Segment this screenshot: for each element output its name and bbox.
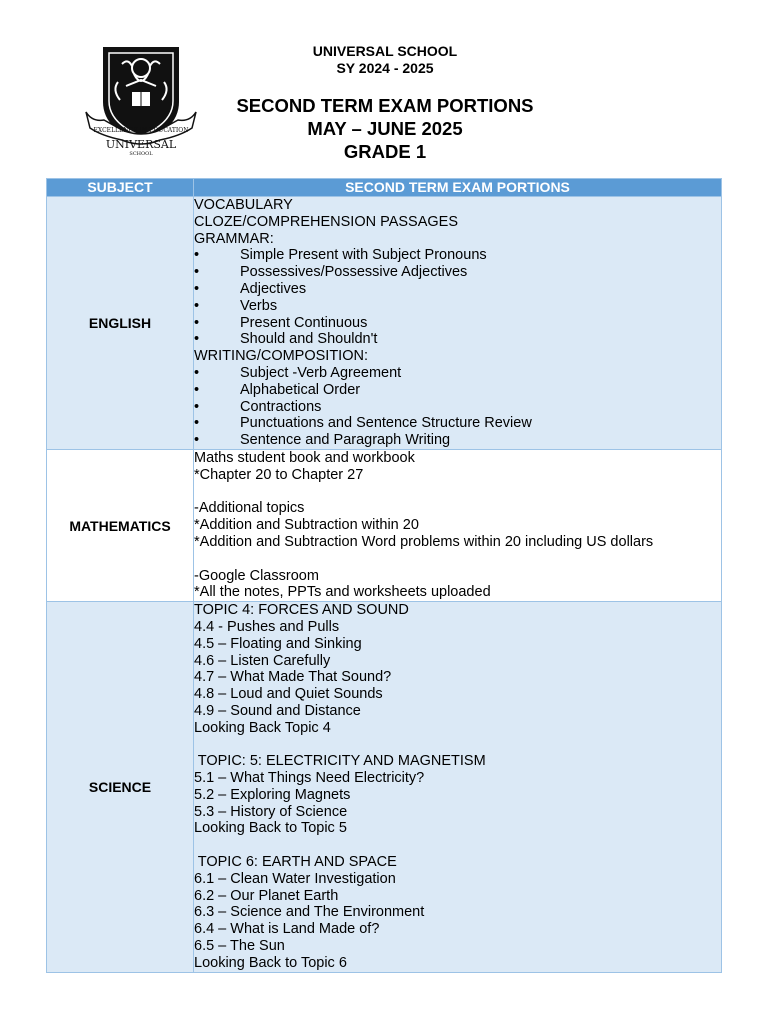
bullet-icon: •	[194, 297, 200, 314]
portion-line: -Additional topics	[194, 500, 305, 517]
portion-line: 4.8 – Loud and Quiet Sounds	[194, 686, 383, 703]
bullet-text: Sentence and Paragraph Writing	[240, 432, 451, 449]
subject-cell: ENGLISH	[47, 197, 194, 450]
table-header-row	[47, 179, 722, 197]
bullet-icon: •	[194, 264, 200, 281]
school-year: SY 2024 - 2025	[336, 60, 434, 76]
bullet-icon: •	[194, 247, 200, 264]
bullet-item	[194, 432, 721, 449]
portion-line: 6.2 – Our Planet Earth	[194, 887, 339, 904]
portion-line: VOCABULARY	[194, 197, 293, 213]
portion-line: WRITING/COMPOSITION:	[194, 348, 368, 365]
portion-line	[194, 737, 721, 754]
column-header-subject: SUBJECT	[47, 179, 194, 197]
logo-sub: SCHOOL	[129, 151, 153, 156]
bullet-icon: •	[194, 364, 200, 381]
portion-line: Looking Back to Topic 5	[194, 820, 347, 837]
bullet-item	[194, 331, 721, 348]
bullet-item	[194, 264, 721, 281]
portion-line: 6.4 – What is Land Made of?	[194, 921, 380, 938]
portion-line: Maths student book and workbook	[194, 449, 415, 466]
bullet-text: Punctuations and Sentence Structure Review	[240, 415, 532, 432]
portion-line: TOPIC: 5: ELECTRICITY AND MAGNETISM	[194, 753, 486, 770]
portion-line: 4.6 – Listen Carefully	[194, 652, 331, 669]
portion-line: 6.3 – Science and The Environment	[194, 904, 425, 921]
exam-portions-table	[46, 178, 722, 973]
bullet-icon: •	[194, 280, 200, 297]
portion-line	[194, 484, 721, 501]
portion-line	[194, 551, 721, 568]
portion-line: 5.3 – History of Science	[194, 803, 348, 820]
portion-line: 4.7 – What Made That Sound?	[194, 669, 392, 686]
portion-line: 5.1 – What Things Need Electricity?	[194, 770, 425, 787]
portion-line: *Addition and Subtraction within 20	[194, 517, 419, 534]
bullet-item	[194, 281, 721, 298]
document-title	[200, 94, 570, 163]
portion-line: *Chapter 20 to Chapter 27	[194, 466, 364, 483]
school-logo	[82, 44, 200, 156]
table-row	[47, 449, 722, 601]
bullet-icon: •	[194, 432, 200, 449]
portion-line: 6.1 – Clean Water Investigation	[194, 870, 396, 887]
portion-line: GRAMMAR:	[194, 230, 274, 247]
bullet-item	[194, 298, 721, 315]
grade-label: GRADE 1	[343, 141, 427, 162]
bullet-text: Verbs	[240, 297, 278, 314]
subject-cell: SCIENCE	[47, 602, 194, 973]
bullet-text: Contractions	[240, 398, 322, 415]
bullet-item	[194, 399, 721, 416]
portion-line: 6.5 – The Sun	[194, 938, 285, 955]
exam-dates: MAY – JUNE 2025	[307, 118, 463, 139]
bullet-text: Should and Shouldn't	[240, 331, 378, 348]
portion-line: 5.2 – Exploring Magnets	[194, 786, 351, 803]
table-row	[47, 602, 722, 973]
logo-name: UNIVERSAL	[105, 138, 177, 151]
bullet-item	[194, 415, 721, 432]
bullet-text: Possessives/Possessive Adjectives	[240, 264, 468, 281]
portions-cell	[194, 197, 722, 450]
bullet-icon: •	[194, 415, 200, 432]
table-row	[47, 197, 722, 450]
portion-line: 4.9 – Sound and Distance	[194, 702, 361, 719]
portion-line: *All the notes, PPTs and worksheets uploaded	[194, 584, 491, 601]
bullet-icon: •	[194, 331, 200, 348]
portion-line	[194, 837, 721, 854]
title-text: SECOND TERM EXAM PORTIONS	[236, 95, 534, 116]
logo-motto: EXCELLENCE IN EDUCATION	[93, 127, 189, 134]
bullet-icon: •	[194, 398, 200, 415]
bullet-item	[194, 315, 721, 332]
bullet-icon: •	[194, 381, 200, 398]
bullet-text: Subject -Verb Agreement	[240, 364, 402, 381]
portion-line: -Google Classroom	[194, 567, 319, 584]
portions-cell	[194, 602, 722, 973]
portion-line: TOPIC 4: FORCES AND SOUND	[194, 602, 409, 619]
bullet-item	[194, 365, 721, 382]
bullet-item	[194, 247, 721, 264]
column-header-portions: SECOND TERM EXAM PORTIONS	[194, 179, 722, 197]
bullet-text: Present Continuous	[240, 314, 368, 331]
bullet-icon: •	[194, 314, 200, 331]
portions-cell	[194, 449, 722, 601]
portion-line: Looking Back Topic 4	[194, 719, 331, 736]
bullet-item	[194, 382, 721, 399]
bullet-text: Adjectives	[240, 280, 307, 297]
school-header	[200, 43, 570, 77]
portion-line: CLOZE/COMPREHENSION PASSAGES	[194, 213, 459, 230]
bullet-text: Simple Present with Subject Pronouns	[240, 247, 487, 264]
portion-line: TOPIC 6: EARTH AND SPACE	[194, 854, 397, 871]
bullet-text: Alphabetical Order	[240, 381, 361, 398]
school-name: UNIVERSAL SCHOOL	[312, 43, 458, 59]
portion-line: *Addition and Subtraction Word problems within 20 including US dollars	[194, 533, 654, 550]
subject-cell: MATHEMATICS	[47, 449, 194, 601]
portion-line: 4.4 - Pushes and Pulls	[194, 618, 340, 635]
portion-line: Looking Back to Topic 6	[194, 954, 347, 971]
portion-line: 4.5 – Floating and Sinking	[194, 635, 362, 652]
